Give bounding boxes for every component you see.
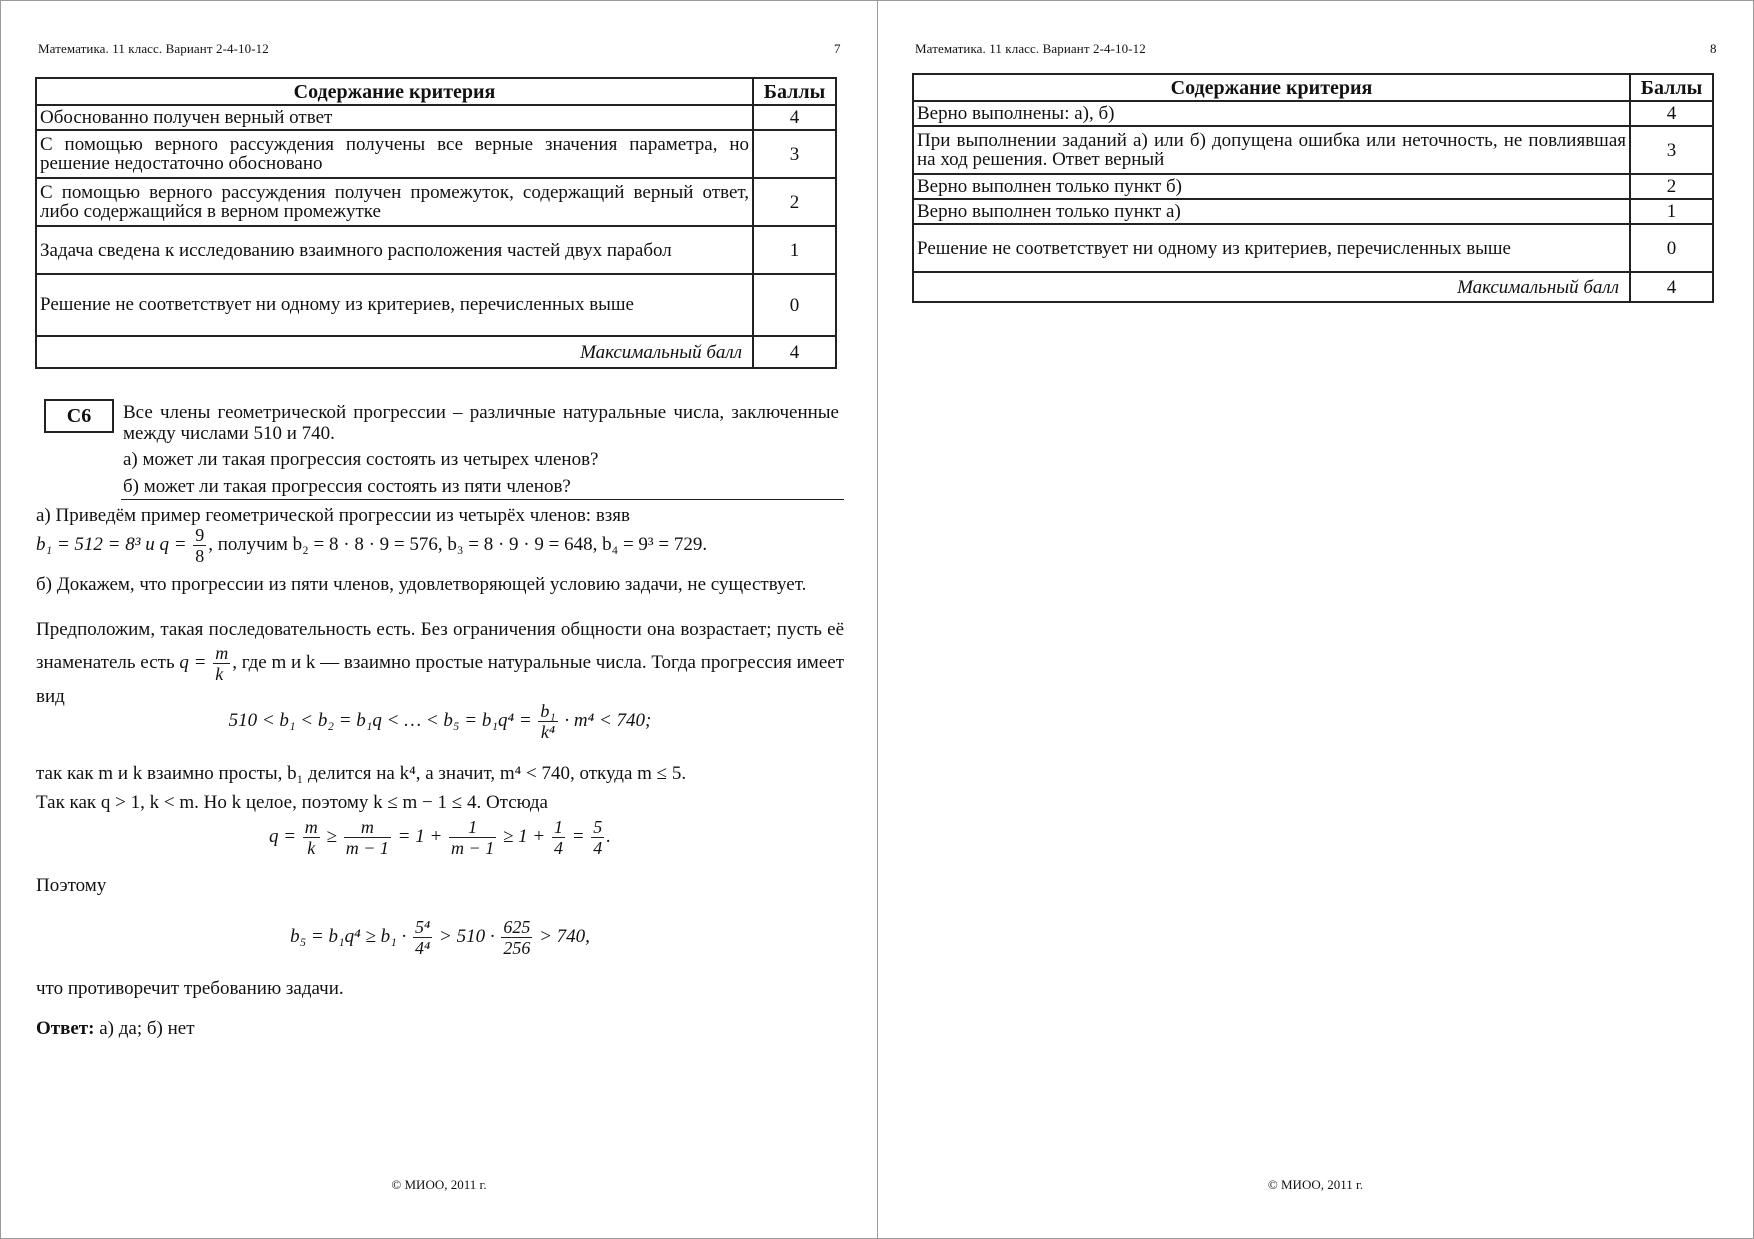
- b5-text: b₅ = b₁q⁴ ≥ b₁ ·: [290, 925, 407, 947]
- fraction-denominator: m − 1: [451, 838, 495, 858]
- criteria-points: 2: [1630, 174, 1713, 199]
- criteria-points: 0: [1630, 224, 1713, 272]
- fraction: [449, 817, 496, 858]
- assumption-q: q =: [179, 651, 207, 673]
- table-row: [913, 224, 1713, 272]
- fraction: [193, 525, 206, 566]
- table-header-row: [36, 78, 836, 105]
- b5-inequality: [36, 917, 844, 958]
- criteria-text: Решение не соответствует ни одному из критериев, перечисленных выше: [36, 274, 753, 336]
- fraction-denominator: 8: [195, 546, 205, 566]
- formula-text: b₁ = 512 = 8³ и q =: [36, 533, 187, 555]
- fraction-denominator: 4⁴: [415, 938, 431, 958]
- footer-right: © МИОО, 2011 г.: [1267, 1177, 1364, 1192]
- header-title-left: Математика. 11 класс. Вариант 2-4-10-12: [38, 41, 269, 56]
- q-text: ≥: [326, 825, 337, 847]
- page-number-left: 7: [834, 41, 841, 56]
- task-question-a: а) может ли такая прогрессия состоять из четырех членов?: [123, 449, 599, 470]
- fraction: [413, 917, 432, 958]
- chain-text: · m⁴ < 740;: [564, 709, 652, 731]
- table-row: [913, 199, 1713, 224]
- fraction: [591, 817, 604, 858]
- fraction-numerator: m: [304, 817, 318, 837]
- col-points-header: Баллы: [753, 78, 836, 105]
- fraction-denominator: 256: [503, 938, 531, 958]
- max-score-value: 4: [1630, 272, 1713, 302]
- progression-chain: [36, 701, 844, 742]
- q-inequality: [36, 817, 844, 858]
- criteria-table-left: [35, 77, 837, 369]
- fraction-denominator: k: [307, 838, 316, 858]
- table-row: [36, 226, 836, 274]
- criteria-text: Верно выполнен только пункт б): [913, 174, 1630, 199]
- assumption-text: Предположим, такая последовательность есть. Без ограничения общности она возрастает; пусть её знаменатель есть: [36, 619, 844, 673]
- table-row: [913, 126, 1713, 174]
- q-text: ≥ 1 +: [502, 825, 546, 847]
- header-title-right: Математика. 11 класс. Вариант 2-4-10-12: [915, 41, 1146, 56]
- q-text: = 1 +: [397, 825, 443, 847]
- criteria-points: 3: [753, 130, 836, 178]
- solution-therefore: Поэтому: [36, 875, 107, 896]
- task-statement: Все члены геометрической прогрессии – различные натуральные числа, заключенные между числами 510 и 740.: [123, 402, 839, 444]
- criteria-points: 1: [753, 226, 836, 274]
- fraction-numerator: m: [215, 643, 229, 663]
- col-criteria-header: Содержание критерия: [913, 74, 1630, 101]
- criteria-points: 1: [1630, 199, 1713, 224]
- fraction: [213, 643, 230, 684]
- b5-text: > 740,: [539, 925, 590, 947]
- table-header-row: [913, 74, 1713, 101]
- criteria-text: Верно выполнен только пункт а): [913, 199, 1630, 224]
- fraction: [538, 701, 557, 742]
- task-label: С6: [44, 399, 114, 433]
- table-max-row: [913, 272, 1713, 302]
- formula-text: , получим b₂ = 8 · 8 · 9 = 576, b₃ = 8 · 9 · 9 = 648, b₄ = 9³ = 729.: [208, 533, 708, 555]
- criteria-text: При выполнении заданий а) или б) допущена ошибка или неточность, не повлиявшая на ход решения. Ответ верный: [913, 126, 1630, 174]
- criteria-points: 3: [1630, 126, 1713, 174]
- fraction-numerator: 625: [503, 917, 531, 937]
- criteria-text: С помощью верного рассуждения получены все верные значения параметра, но решение недостаточно обосновано: [36, 130, 753, 178]
- table-row: [913, 174, 1713, 199]
- footer-left: © МИОО, 2011 г.: [391, 1177, 487, 1192]
- criteria-text: Задача сведена к исследованию взаимного расположения частей двух парабол: [36, 226, 753, 274]
- criteria-points: 2: [753, 178, 836, 226]
- table-row: [36, 130, 836, 178]
- criteria-text: Верно выполнены: а), б): [913, 101, 1630, 126]
- task-divider: [121, 499, 844, 500]
- fraction-denominator: 4: [553, 838, 563, 858]
- fraction: [303, 817, 320, 858]
- page-left: [1, 1, 878, 1238]
- q-text: q =: [268, 825, 297, 847]
- fraction-numerator: 5: [593, 817, 603, 837]
- criteria-text: С помощью верного рассуждения получен промежуток, содержащий верный ответ, либо содержащийся в верном промежутке: [36, 178, 753, 226]
- table-row: [36, 105, 836, 130]
- solution-part-a-formula: [36, 525, 844, 566]
- max-score-label: Максимальный балл: [36, 336, 753, 368]
- fraction-numerator: b₁: [540, 701, 556, 721]
- fraction: [501, 917, 532, 958]
- criteria-text: Обоснованно получен верный ответ: [36, 105, 753, 130]
- answer-label: Ответ:: [36, 1018, 95, 1039]
- criteria-table-right: [912, 73, 1714, 303]
- col-criteria-header: Содержание критерия: [36, 78, 753, 105]
- answer-line: [36, 1018, 844, 1039]
- b5-text: > 510 ·: [439, 925, 495, 947]
- fraction-denominator: m − 1: [345, 838, 389, 858]
- solution-part-a-intro: а) Приведём пример геометрической прогрессии из четырёх членов: взяв: [36, 505, 631, 526]
- table-max-row: [36, 336, 836, 368]
- task-question-b: б) может ли такая прогрессия состоять из пяти членов?: [123, 476, 571, 497]
- fraction-denominator: 4: [593, 838, 603, 858]
- fraction-numerator: 5⁴: [415, 917, 431, 937]
- chain-text: 510 < b₁ < b₂ = b₁q < … < b₅ = b₁q⁴ =: [228, 709, 532, 731]
- col-points-header: Баллы: [1630, 74, 1713, 101]
- answer-value: а) да; б) нет: [99, 1018, 195, 1039]
- fraction-numerator: 9: [195, 525, 205, 545]
- fraction-numerator: 1: [449, 817, 496, 838]
- criteria-points: 0: [753, 274, 836, 336]
- assumption-text: , где m и k — взаимно простые натуральные числа. Тогда прогрессия имеет вид: [36, 651, 845, 707]
- solution-since-1: так как m и k взаимно просты, b₁ делится на k⁴, а значит, m⁴ < 740, откуда m ≤ 5.: [36, 763, 687, 784]
- criteria-points: 4: [753, 105, 836, 130]
- criteria-points: 4: [1630, 101, 1713, 126]
- solution-assumption: [36, 617, 844, 710]
- solution-part-b-intro: б) Докажем, что прогрессии из пяти членов, удовлетворяющей условию задачи, не существует.: [36, 574, 807, 595]
- q-text: .: [606, 825, 612, 847]
- q-text: =: [571, 825, 585, 847]
- table-row: [913, 101, 1713, 126]
- max-score-label: Максимальный балл: [913, 272, 1630, 302]
- max-score-value: 4: [753, 336, 836, 368]
- fraction-denominator: k⁴: [540, 722, 556, 742]
- fraction-numerator: m: [344, 817, 391, 838]
- fraction-denominator: k: [215, 664, 224, 684]
- page-number-right: 8: [1710, 41, 1717, 56]
- fraction-numerator: 1: [553, 817, 563, 837]
- fraction: [344, 817, 391, 858]
- solution-contradiction: что противоречит требованию задачи.: [36, 978, 344, 999]
- page-right: [878, 1, 1753, 1238]
- solution-since-2: Так как q > 1, k < m. Но k целое, поэтому k ≤ m − 1 ≤ 4. Отсюда: [36, 792, 548, 813]
- table-row: [36, 274, 836, 336]
- fraction: [552, 817, 565, 858]
- table-row: [36, 178, 836, 226]
- criteria-text: Решение не соответствует ни одному из критериев, перечисленных выше: [913, 224, 1630, 272]
